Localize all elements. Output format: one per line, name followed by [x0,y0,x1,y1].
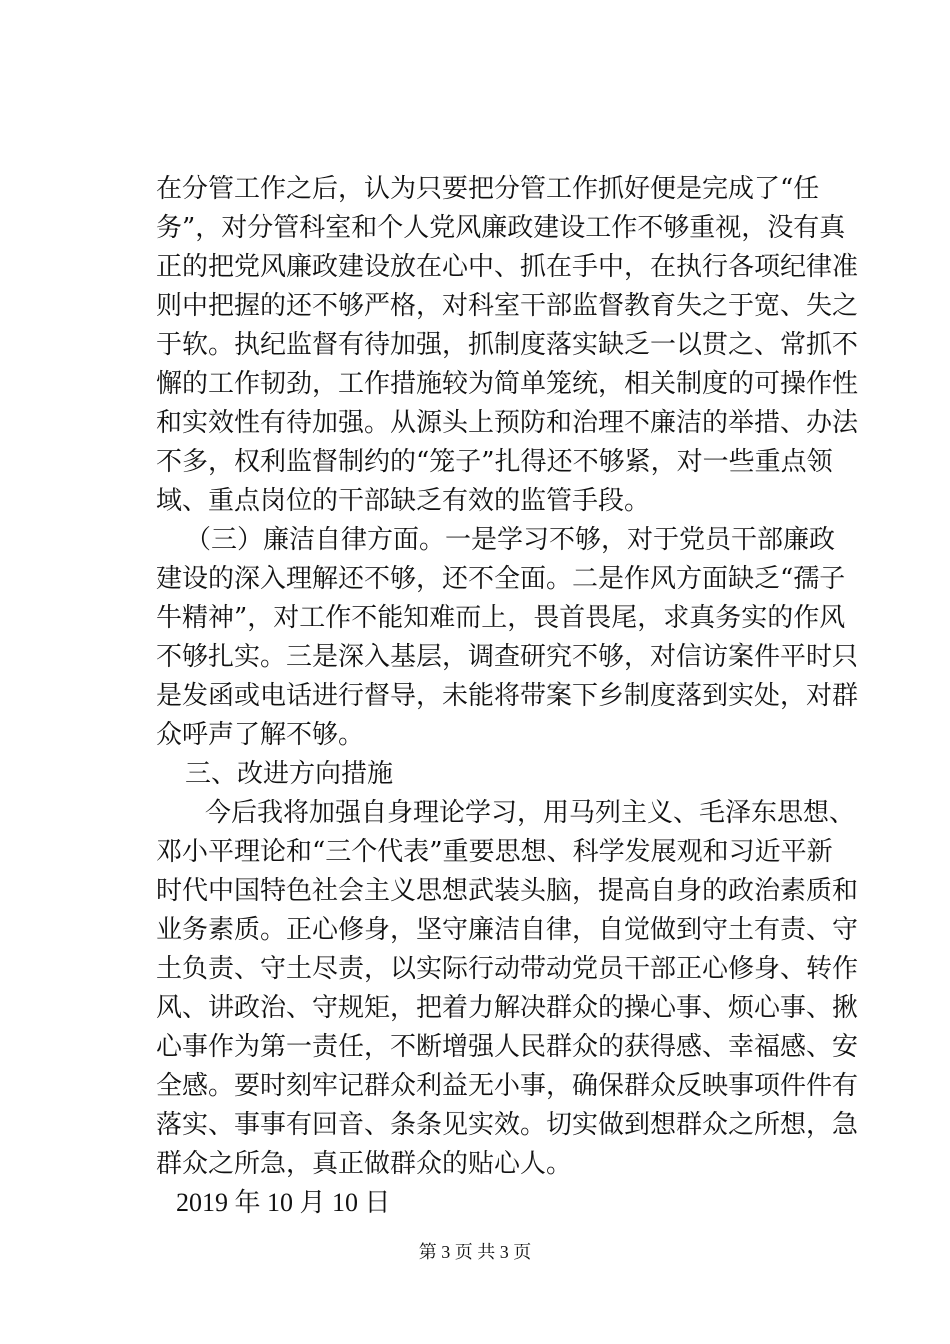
body-text-line: 不多，权利监督制约的“笼子”扎得还不够紧，对一些重点领 [156,447,833,477]
body-text-line: 邓小平理论和“三个代表”重要思想、科学发展观和习近平新 [156,837,833,867]
body-text-line: 风、讲政治、守规矩，把着力解决群众的操心事、烦心事、揪 [156,993,859,1023]
body-text-line: 群众之所急，真正做群众的贴心人。 [156,1149,573,1179]
body-text-line: 懈的工作韧劲，工作措施较为简单笼统，相关制度的可操作性 [156,369,859,399]
body-text-line: 在分管工作之后，认为只要把分管工作抓好便是完成了“任 [156,174,820,204]
body-text-line: 于软。执纪监督有待加强，抓制度落实缺乏一以贯之、常抓不 [156,330,859,360]
body-text-line: 是发函或电话进行督导，未能将带案下乡制度落到实处，对群 [156,681,859,711]
section-three-first-line: （三）廉洁自律方面。一是学习不够，对于党员干部廉政 [185,525,836,555]
body-text-line: 心事作为第一责任，不断增强人民群众的获得感、幸福感、安 [156,1032,859,1062]
body-text-line: 落实、事事有回音、条条见实效。切实做到想群众之所想，急 [156,1110,859,1140]
body-text-line: 和实效性有待加强。从源头上预防和治理不廉洁的举措、办法 [156,408,859,438]
body-text-line: 域、重点岗位的干部缺乏有效的监管手段。 [156,486,651,516]
body-text-line: 众呼声了解不够。 [156,720,365,750]
body-text-line: 牛精神”，对工作不能知难而上，畏首畏尾，求真务实的作风 [156,603,846,633]
document-date: 2019 年 10 月 10 日 [176,1188,391,1217]
body-text-line: 建设的深入理解还不够，还不全面。二是作风方面缺乏“孺子 [156,564,846,594]
body-text-line: 则中把握的还不够严格，对科室干部监督教育失之于宽、失之 [156,291,859,321]
paragraph-first-line: 今后我将加强自身理论学习，用马列主义、毛泽东思想、 [205,798,856,828]
body-text-line: 务”，对分管科室和个人党风廉政建设工作不够重视，没有真 [156,213,846,243]
body-text-line: 业务素质。正心修身，坚守廉洁自律，自觉做到守土有责、守 [156,915,859,945]
body-text-line: 时代中国特色社会主义思想武装头脑，提高自身的政治素质和 [156,876,859,906]
section-heading: 三、改进方向措施 [185,759,394,789]
page-footer: 第 3 页 共 3 页 [418,1242,532,1262]
body-text-line: 正的把党风廉政建设放在心中、抓在手中，在执行各项纪律准 [156,252,859,282]
body-text-line: 土负责、守土尽责，以实际行动带动党员干部正心修身、转作 [156,954,859,984]
body-text-line: 全感。要时刻牢记群众利益无小事，确保群众反映事项件件有 [156,1071,859,1101]
body-text-line: 不够扎实。三是深入基层，调查研究不够，对信访案件平时只 [156,642,859,672]
